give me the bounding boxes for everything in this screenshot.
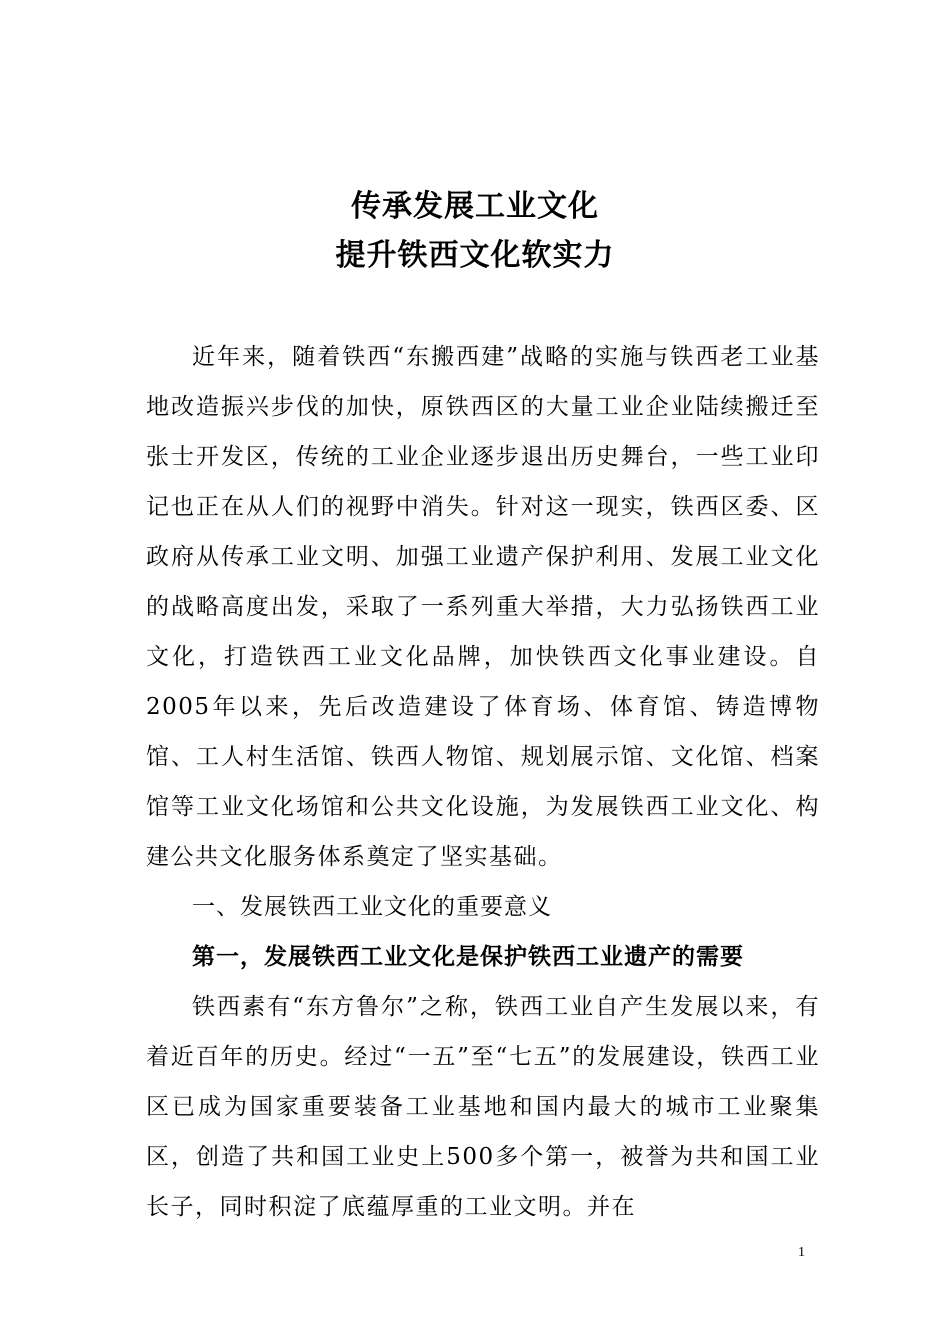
document-body bbox=[146, 332, 820, 1232]
subsection-heading: 第一，发展铁西工业文化是保护铁西工业遗产的需要 bbox=[192, 943, 744, 970]
section-heading: 一、发展铁西工业文化的重要意义 bbox=[192, 894, 552, 920]
page-number: 1 bbox=[798, 1245, 805, 1260]
document-title-line1: 传承发展工业文化 bbox=[351, 189, 599, 224]
document-title-line2: 提升铁西文化软实力 bbox=[335, 238, 615, 273]
section-paragraph: 铁西素有“东方鲁尔”之称，铁西工业自产生发展以来，有着近百年的历史。经过“一五”至“七五”的发展建设，铁西工业区已成为国家重要装备工业基地和国内最大的城市工业聚集区，创造了共和国工业史上500多个第一，被誉为共和国工业长子，同时积淀了底蕴厚重的工业文明。并在 bbox=[146, 994, 820, 1220]
intro-paragraph: 近年来，随着铁西“东搬西建”战略的实施与铁西老工业基地改造振兴步伐的加快，原铁西区的大量工业企业陆续搬迁至张士开发区，传统的工业企业逐步退出历史舞台，一些工业印记也正在从人们的视野中消失。针对这一现实，铁西区委、区政府从传承工业文明、加强工业遗产保护利用、发展工业文化的战略高度出发，采取了一系列重大举措，大力弘扬铁西工业文化，打造铁西工业文化品牌，加快铁西文化事业建设。自2005年以来，先后改造建设了体育场、体育馆、铸造博物馆、工人村生活馆、铁西人物馆、规划展示馆、文化馆、档案馆等工业文化场馆和公共文化设施，为发展铁西工业文化、构建公共文化服务体系奠定了坚实基础。 bbox=[146, 344, 820, 870]
